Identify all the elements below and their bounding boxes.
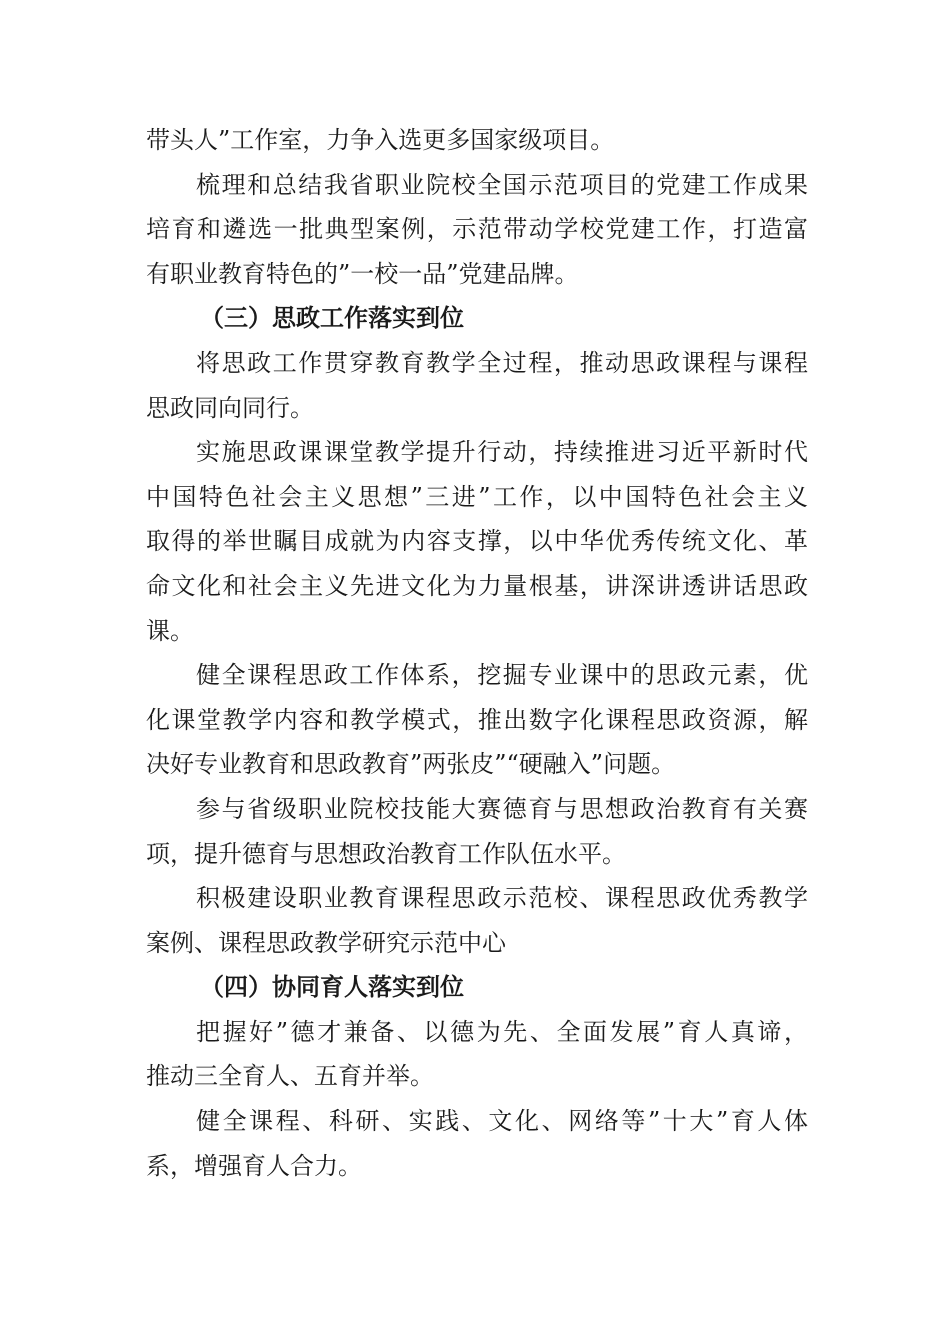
text-line: 决好专业教育和思政教育”两张皮”“硬融入”问题。 bbox=[146, 750, 676, 779]
text-line: 取得的举世瞩目成就为内容支撑，以中华优秀传统文化、革 bbox=[146, 527, 808, 556]
paragraph-classroom-teaching bbox=[146, 430, 808, 653]
paragraph-education-essence bbox=[146, 1010, 808, 1099]
text-line: 参与省级职业院校技能大赛德育与思想政治教育有关赛 bbox=[196, 794, 808, 823]
text-line: 课。 bbox=[146, 616, 194, 645]
text-line: 梳理和总结我省职业院校全国示范项目的党建工作成果 bbox=[196, 170, 808, 199]
text-line: 中国特色社会主义思想”三进”工作，以中国特色社会主义 bbox=[146, 482, 808, 511]
paragraph-education-system bbox=[146, 1099, 808, 1188]
paragraph-skills-competition bbox=[146, 787, 808, 876]
text-line: 健全课程、科研、实践、文化、网络等”十大”育人体 bbox=[196, 1107, 808, 1136]
paragraph-party-building-cases bbox=[146, 163, 808, 297]
text-line: 化课堂教学内容和教学模式，推出数字化课程思政资源，解 bbox=[146, 705, 808, 734]
text-line: 带头人”工作室，力争入选更多国家级项目。 bbox=[146, 126, 615, 154]
text-line: 培育和遴选一批典型案例，示范带动学校党建工作，打造富 bbox=[146, 215, 808, 244]
text-line: 将思政工作贯穿教育教学全过程，推动思政课程与课程 bbox=[196, 348, 808, 377]
text-line: 案例、课程思政教学研究示范中心 bbox=[146, 928, 506, 957]
text-line: 系，增强育人合力。 bbox=[146, 1151, 362, 1180]
document-page bbox=[146, 118, 808, 1188]
text-line: 推动三全育人、五育并举。 bbox=[146, 1062, 434, 1091]
paragraph-continuation bbox=[146, 118, 808, 163]
text-line: 积极建设职业教育课程思政示范校、课程思政优秀教学 bbox=[196, 884, 808, 913]
text-line: 命文化和社会主义先进文化为力量根基，讲深讲透讲话思政 bbox=[146, 571, 808, 600]
paragraph-demonstration-schools bbox=[146, 876, 808, 965]
paragraph-ideological-work bbox=[146, 341, 808, 430]
text-line: 有职业教育特色的”一校一品”党建品牌。 bbox=[146, 259, 579, 288]
paragraph-course-system bbox=[146, 653, 808, 787]
text-line: 健全课程思政工作体系，挖掘专业课中的思政元素，优 bbox=[196, 661, 808, 690]
section-heading-4: （四）协同育人落实到位 bbox=[200, 972, 464, 1002]
text-line: 实施思政课课堂教学提升行动，持续推进习近平新时代 bbox=[196, 438, 808, 467]
text-line: 把握好”德才兼备、以德为先、全面发展”育人真谛， bbox=[196, 1017, 808, 1046]
text-line: 思政同向同行。 bbox=[146, 393, 314, 422]
text-line: 项，提升德育与思想政治教育工作队伍水平。 bbox=[146, 839, 626, 868]
section-heading-3: （三）思政工作落实到位 bbox=[200, 303, 464, 333]
